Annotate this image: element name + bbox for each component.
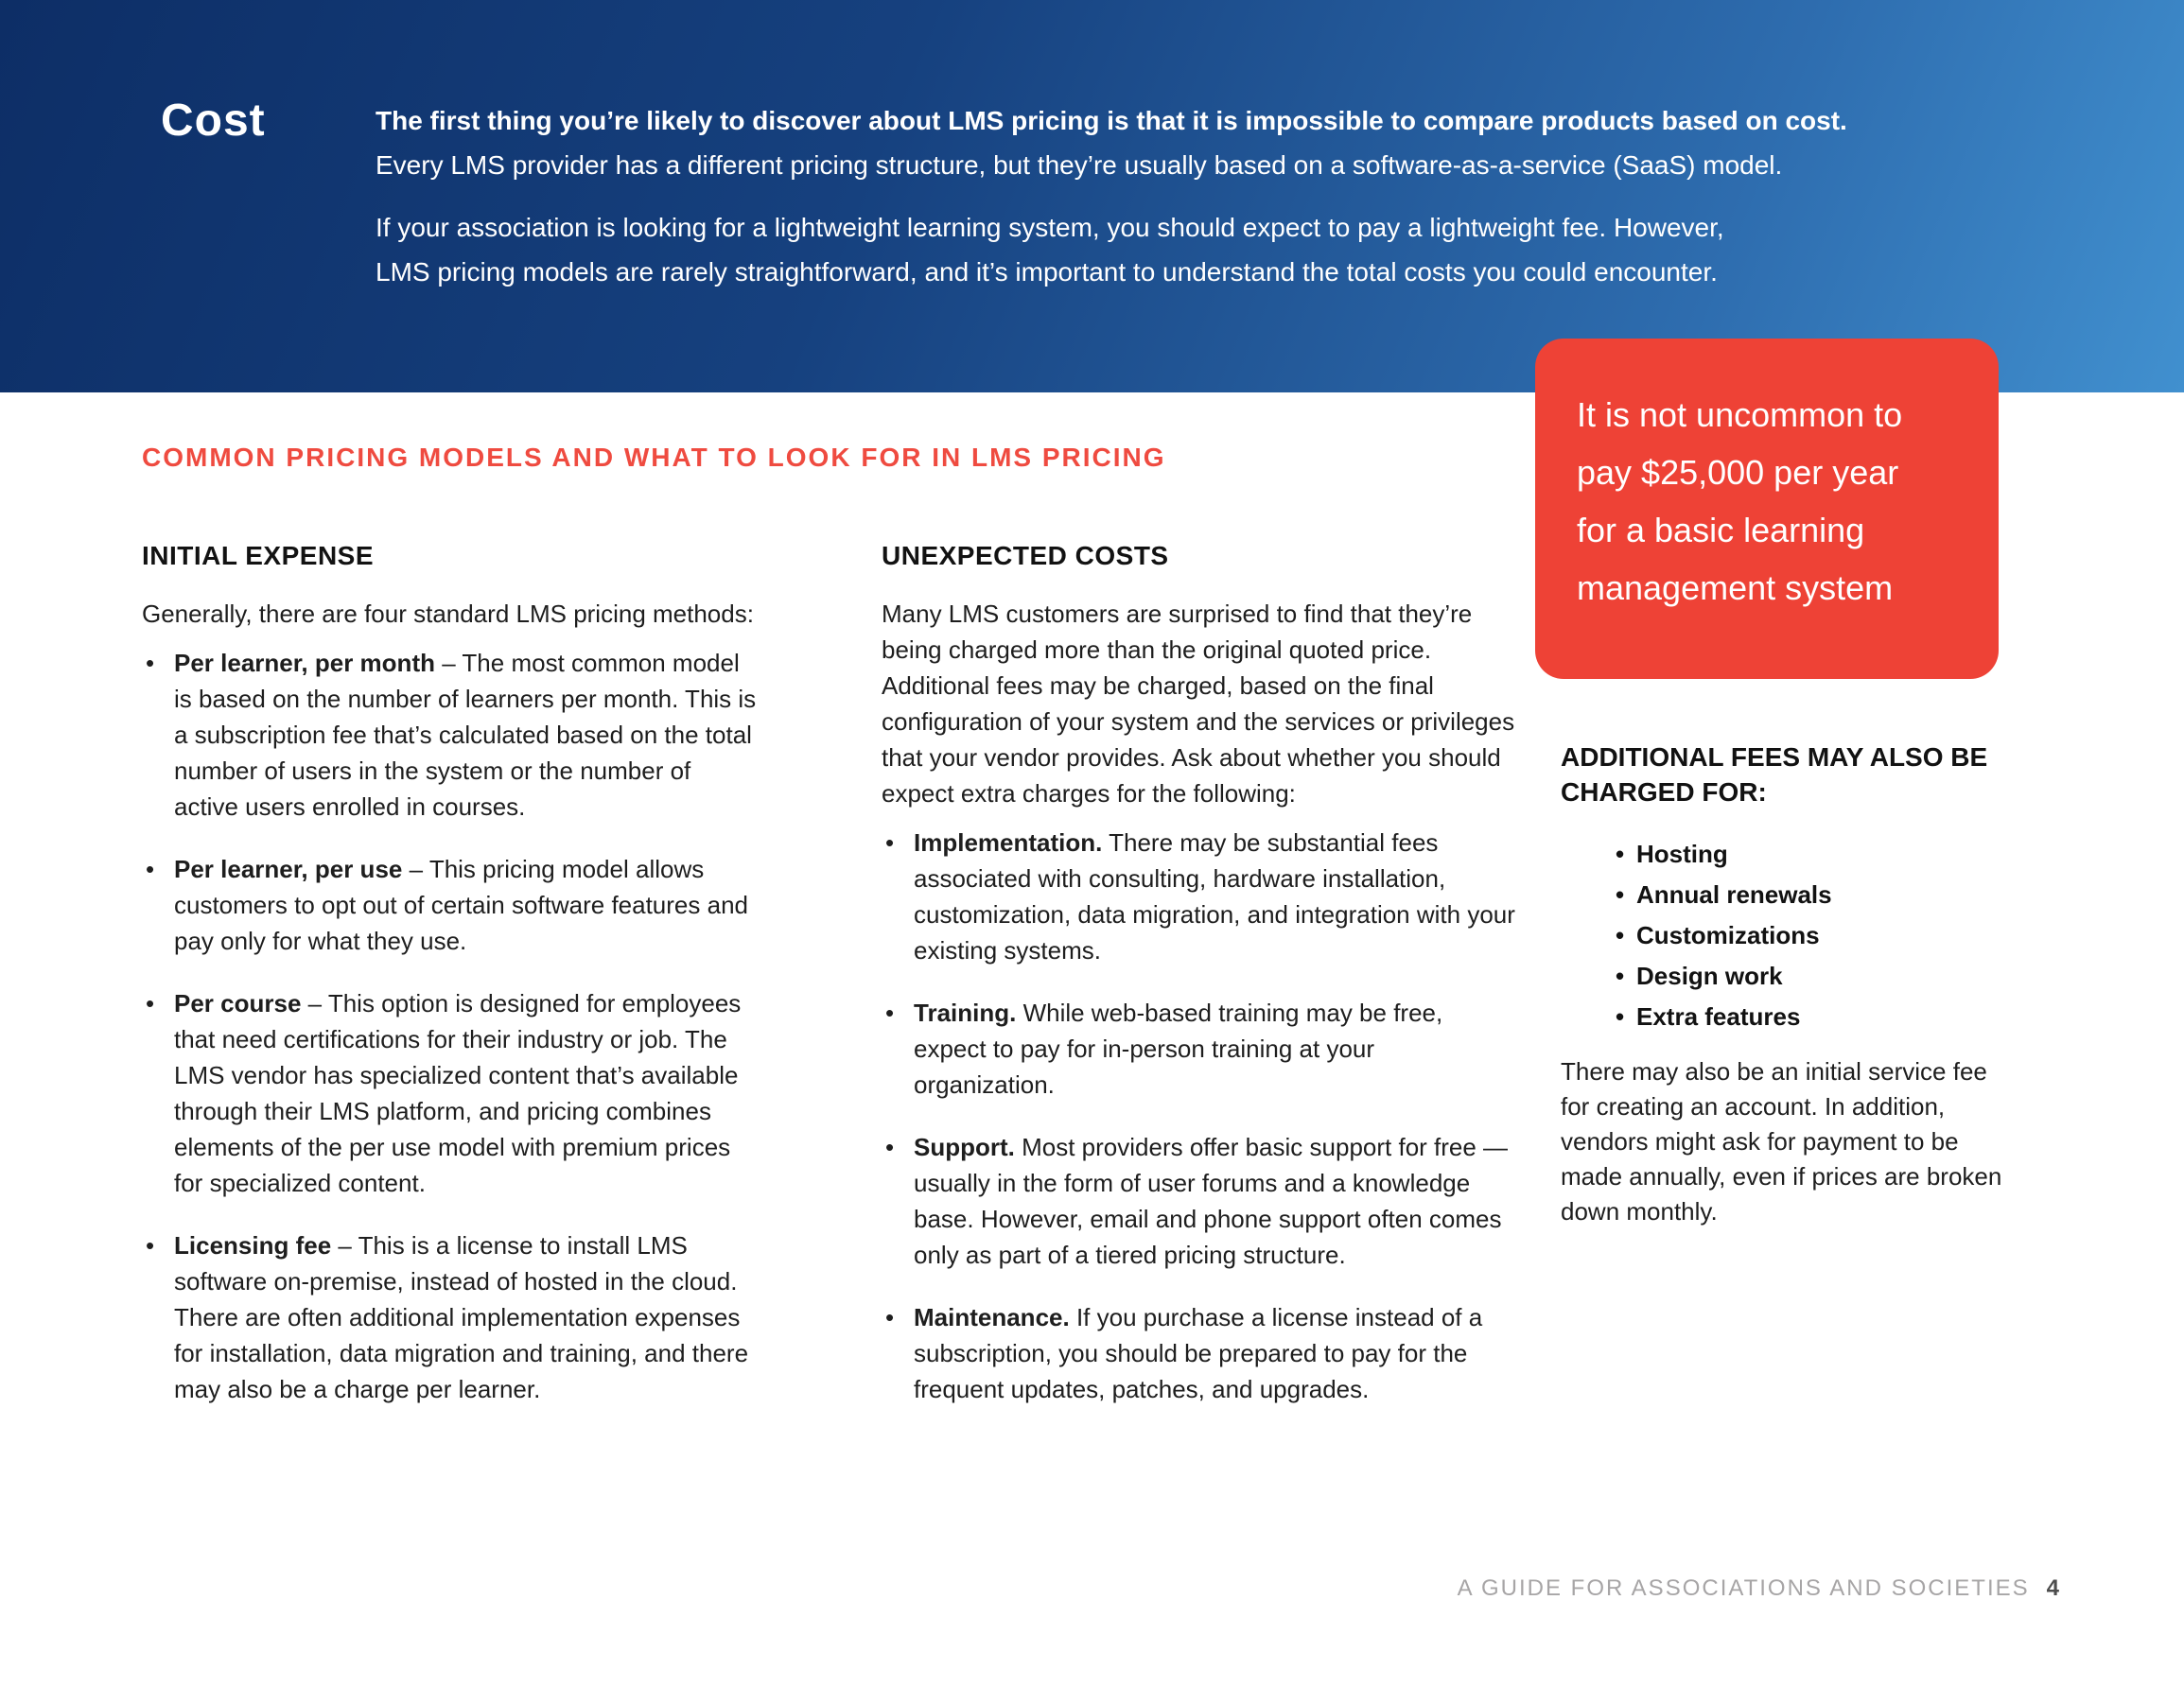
bullet-text: Most providers offer basic support for free — usually in the form of user forums and a knowledge base. However, email and phone support often comes only as part of a tiered pricing structure. <box>914 1133 1509 1269</box>
page-title: Cost <box>161 96 266 146</box>
page-header <box>0 0 2184 392</box>
list-item <box>142 645 757 825</box>
bullet-list <box>882 825 1517 1407</box>
sidebar-heading: ADDITIONAL FEES MAY ALSO BE CHARGED FOR: <box>1561 742 1988 807</box>
bullet-text: – This option is designed for employees that need certifications for their industry or job. The LMS vendor has specialized content that’s available through their LMS platform, and pricing combines elements of the per use model with premium prices for specialized content. <box>174 989 742 1197</box>
list-item <box>142 1227 757 1407</box>
column-heading: INITIAL EXPENSE <box>142 541 375 570</box>
bullet-term: Support. <box>914 1133 1015 1161</box>
footer-label: A GUIDE FOR ASSOCIATIONS AND SOCIETIES <box>1457 1575 2030 1601</box>
intro-line: Every LMS provider has a different pricing structure, but they’re usually based on a software-as-a-service (SaaS) model. <box>376 150 1783 180</box>
bullet-text: If you purchase a license instead of a subscription, you should be prepared to pay for the frequent updates, patches, and upgrades. <box>914 1303 1483 1403</box>
bullet-list <box>142 645 757 1407</box>
section-heading: COMMON PRICING MODELS AND WHAT TO LOOK FOR IN LMS PRICING <box>142 443 1166 472</box>
bullet-term: Per learner, per month <box>174 649 435 677</box>
bullet-term: Implementation. <box>914 828 1103 857</box>
bullet-text: – This is a license to install LMS software on-premise, instead of hosted in the cloud. There are often additional implementation expenses for installation, data migration and training, and there may also be a charge per learner. <box>174 1231 749 1403</box>
callout-line: pay $25,000 per year <box>1577 453 1899 492</box>
bullet-text: – This pricing model allows customers to opt out of certain software features and pay only for what they use. <box>174 855 748 955</box>
sidebar-additional-fees <box>1561 739 2045 1229</box>
column-heading: UNEXPECTED COSTS <box>882 541 1169 570</box>
bullet-text: While web-based training may be free, expect to pay for in-person training at your organization. <box>914 999 1443 1099</box>
callout <box>1535 339 1999 679</box>
footer <box>1458 1575 2059 1602</box>
intro-line: If your association is looking for a lightweight learning system, you should expect to pay a lightweight fee. However, <box>376 213 1724 242</box>
column-unexpected-costs <box>882 541 1517 1434</box>
fee-item: • Customizations <box>1561 915 2045 956</box>
fee-item: • Hosting <box>1561 834 2045 875</box>
fee-item: • Extra features <box>1561 997 2045 1037</box>
fee-list <box>1561 834 2045 1037</box>
list-item <box>142 985 757 1201</box>
bullet-term: Per learner, per use <box>174 855 403 883</box>
bullet-text: There may be substantial fees associated with consulting, hardware installation, customization, data migration, and integration with your existing systems. <box>914 828 1515 965</box>
callout-line: management system <box>1577 568 1894 607</box>
callout-line: for a basic learning <box>1577 511 1865 549</box>
list-item <box>882 1299 1517 1407</box>
page-number: 4 <box>2046 1575 2059 1601</box>
column-initial-expense <box>142 541 757 1434</box>
list-item <box>142 851 757 959</box>
list-item <box>882 825 1517 968</box>
bullet-term: Licensing fee <box>174 1231 332 1260</box>
list-item <box>882 1129 1517 1273</box>
paragraph-gap <box>376 187 1847 205</box>
intro-line-bold: The first thing you’re likely to discover about LMS pricing is that it is impossible to compare products based on cost. <box>376 106 1847 135</box>
callout-line: It is not uncommon to <box>1577 395 1903 434</box>
bullet-term: Maintenance. <box>914 1303 1070 1331</box>
bullet-term: Training. <box>914 999 1017 1027</box>
intro-line: LMS pricing models are rarely straightforward, and it’s important to understand the total costs you could encounter. <box>376 257 1718 287</box>
fee-item: • Design work <box>1561 956 2045 997</box>
column-intro: Generally, there are four standard LMS pricing methods: <box>142 600 754 628</box>
fee-item: • Annual renewals <box>1561 875 2045 915</box>
bullet-term: Per course <box>174 989 302 1017</box>
column-intro: Many LMS customers are surprised to find that they’re being charged more than the original quoted price. Additional fees may be charged, based on the final configuration of your system and the services or privileges that your vendor provides. Ask about whether you should expect extra charges for the following: <box>882 600 1515 808</box>
header-intro <box>376 98 1847 294</box>
bullet-text: – The most common model is based on the number of learners per month. This is a subscription fee that’s calculated based on the total number of users in the system or the number of active users enrolled in courses. <box>174 649 757 821</box>
list-item <box>882 995 1517 1103</box>
sidebar-note: There may also be an initial service fee for creating an account. In addition, vendors might ask for payment to be made annually, even if prices are broken down monthly. <box>1561 1057 2002 1226</box>
